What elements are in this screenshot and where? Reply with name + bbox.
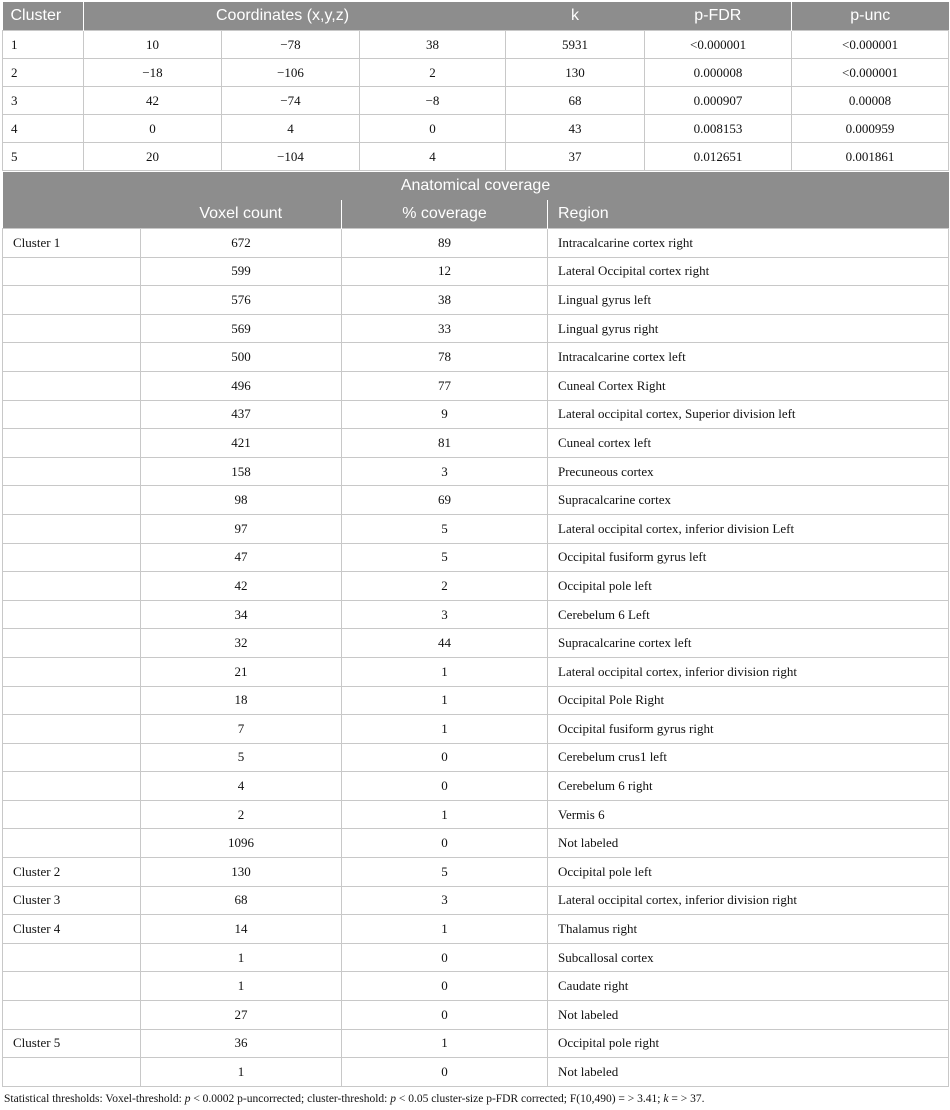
cell-coverage: 9	[342, 400, 548, 429]
cell-punc: 0.000959	[792, 115, 949, 143]
cell-coverage: 5	[342, 858, 548, 887]
cell-region: Lingual gyrus right	[548, 314, 949, 343]
cluster-row	[3, 143, 949, 171]
cell-cluster: 5	[3, 143, 84, 171]
cell-punc: <0.000001	[792, 31, 949, 59]
table-row	[3, 314, 949, 343]
cell-cluster	[3, 715, 141, 744]
cell-cluster	[3, 400, 141, 429]
header-k: k	[506, 2, 645, 31]
cell-region: Not labeled	[548, 829, 949, 858]
cell-coverage: 0	[342, 1001, 548, 1030]
cell-pfdr: 0.000907	[645, 87, 792, 115]
cell-region: Cerebelum crus1 left	[548, 743, 949, 772]
cell-coverage: 1	[342, 800, 548, 829]
table-row	[3, 400, 949, 429]
table-row	[3, 915, 949, 944]
cell-z: 4	[360, 143, 506, 171]
cell-voxels: 569	[141, 314, 342, 343]
cell-cluster	[3, 572, 141, 601]
cell-z: −8	[360, 87, 506, 115]
cell-coverage: 3	[342, 457, 548, 486]
table-row	[3, 972, 949, 1001]
footnote-part1: < 0.0002 p-uncorrected; cluster-threshold:	[190, 1093, 391, 1105]
table-row	[3, 486, 949, 515]
cell-voxels: 1	[141, 943, 342, 972]
cell-region: Lateral Occipital cortex right	[548, 257, 949, 286]
cell-cluster: 3	[3, 87, 84, 115]
cell-cluster	[3, 543, 141, 572]
cell-z: 38	[360, 31, 506, 59]
cell-coverage: 0	[342, 972, 548, 1001]
cell-coverage: 2	[342, 572, 548, 601]
cell-voxels: 47	[141, 543, 342, 572]
cell-pfdr: 0.008153	[645, 115, 792, 143]
cell-pfdr: 0.012651	[645, 143, 792, 171]
cell-cluster	[3, 972, 141, 1001]
cell-x: 42	[84, 87, 222, 115]
cell-cluster	[3, 629, 141, 658]
cell-voxels: 500	[141, 343, 342, 372]
cell-x: 10	[84, 31, 222, 59]
table-row	[3, 600, 949, 629]
table-row	[3, 1058, 949, 1087]
cell-coverage: 0	[342, 743, 548, 772]
cell-voxels: 130	[141, 858, 342, 887]
cell-voxels: 97	[141, 514, 342, 543]
cell-cluster	[3, 657, 141, 686]
cell-region: Lateral occipital cortex, inferior division Left	[548, 514, 949, 543]
cell-voxels: 672	[141, 229, 342, 258]
cell-cluster: Cluster 3	[3, 886, 141, 915]
cell-cluster	[3, 1001, 141, 1030]
cell-region: Supracalcarine cortex	[548, 486, 949, 515]
anatomical-title: Anatomical coverage	[3, 172, 949, 200]
cell-cluster	[3, 1058, 141, 1087]
cluster-row	[3, 115, 949, 143]
cell-punc: 0.00008	[792, 87, 949, 115]
cell-coverage: 12	[342, 257, 548, 286]
cell-coverage: 69	[342, 486, 548, 515]
cell-k: 130	[506, 59, 645, 87]
cell-x: 0	[84, 115, 222, 143]
cell-region: Cerebelum 6 Left	[548, 600, 949, 629]
cell-punc: 0.001861	[792, 143, 949, 171]
cell-coverage: 0	[342, 829, 548, 858]
cell-voxels: 68	[141, 886, 342, 915]
cell-voxels: 1	[141, 972, 342, 1001]
cell-cluster	[3, 343, 141, 372]
cell-cluster	[3, 743, 141, 772]
cell-region: Vermis 6	[548, 800, 949, 829]
cell-coverage: 0	[342, 1058, 548, 1087]
cell-cluster	[3, 800, 141, 829]
table-row	[3, 943, 949, 972]
cell-region: Intracalcarine cortex left	[548, 343, 949, 372]
cell-voxels: 18	[141, 686, 342, 715]
table-row	[3, 800, 949, 829]
header-coordinates: Coordinates (x,y,z)	[84, 2, 506, 31]
cell-voxels: 496	[141, 371, 342, 400]
cell-region: Not labeled	[548, 1058, 949, 1087]
cell-voxels: 36	[141, 1029, 342, 1058]
header-pfdr: p-FDR	[645, 2, 792, 31]
cell-voxels: 34	[141, 600, 342, 629]
cell-cluster: 1	[3, 31, 84, 59]
header-coverage: % coverage	[342, 200, 548, 229]
table-row	[3, 572, 949, 601]
table-row	[3, 286, 949, 315]
anatomical-coverage-table	[2, 172, 949, 1087]
cell-region: Lateral occipital cortex, inferior division right	[548, 657, 949, 686]
cell-voxels: 42	[141, 572, 342, 601]
cell-coverage: 1	[342, 686, 548, 715]
cell-coverage: 1	[342, 657, 548, 686]
table-row	[3, 772, 949, 801]
table-row	[3, 229, 949, 258]
cell-voxels: 7	[141, 715, 342, 744]
cell-cluster	[3, 457, 141, 486]
cell-coverage: 0	[342, 772, 548, 801]
cell-region: Precuneous cortex	[548, 457, 949, 486]
cell-coverage: 89	[342, 229, 548, 258]
cluster-row	[3, 59, 949, 87]
cell-pfdr: 0.000008	[645, 59, 792, 87]
table-row	[3, 858, 949, 887]
cell-cluster: 2	[3, 59, 84, 87]
cell-region: Occipital fusiform gyrus right	[548, 715, 949, 744]
cell-voxels: 98	[141, 486, 342, 515]
cell-voxels: 421	[141, 429, 342, 458]
table-row	[3, 257, 949, 286]
cell-coverage: 5	[342, 543, 548, 572]
table-row	[3, 1001, 949, 1030]
header-region: Region	[548, 200, 949, 229]
cell-region: Occipital fusiform gyrus left	[548, 543, 949, 572]
cell-region: Thalamus right	[548, 915, 949, 944]
cell-voxels: 32	[141, 629, 342, 658]
cell-coverage: 3	[342, 600, 548, 629]
cluster-row	[3, 31, 949, 59]
cell-cluster	[3, 686, 141, 715]
cell-coverage: 81	[342, 429, 548, 458]
table-row	[3, 1029, 949, 1058]
footnote-p1: p	[184, 1093, 191, 1105]
cell-region: Cuneal cortex left	[548, 429, 949, 458]
header-row	[3, 2, 949, 31]
cell-y: −78	[222, 31, 360, 59]
cell-voxels: 5	[141, 743, 342, 772]
cell-voxels: 599	[141, 257, 342, 286]
cell-region: Caudate right	[548, 972, 949, 1001]
table-row	[3, 514, 949, 543]
table-row	[3, 715, 949, 744]
table-row	[3, 743, 949, 772]
cell-k: 43	[506, 115, 645, 143]
cell-cluster: 4	[3, 115, 84, 143]
header-cluster: Cluster	[3, 2, 84, 31]
footnote-k: k	[663, 1093, 669, 1105]
cell-k: 37	[506, 143, 645, 171]
cell-y: −106	[222, 59, 360, 87]
cell-cluster	[3, 772, 141, 801]
cell-voxels: 437	[141, 400, 342, 429]
table-row	[3, 371, 949, 400]
footnote	[4, 1093, 946, 1105]
cell-region: Supracalcarine cortex left	[548, 629, 949, 658]
footnote-part3: = > 37.	[668, 1093, 705, 1105]
cell-voxels: 27	[141, 1001, 342, 1030]
cell-z: 0	[360, 115, 506, 143]
cell-region: Not labeled	[548, 1001, 949, 1030]
cell-voxels: 1	[141, 1058, 342, 1087]
cell-cluster: Cluster 1	[3, 229, 141, 258]
header-punc: p-unc	[792, 2, 949, 31]
document	[2, 2, 948, 1087]
cell-coverage: 38	[342, 286, 548, 315]
cell-cluster	[3, 943, 141, 972]
table-row	[3, 543, 949, 572]
cell-cluster	[3, 829, 141, 858]
cell-voxels: 1096	[141, 829, 342, 858]
anatomical-header-row	[3, 200, 949, 229]
cell-coverage: 0	[342, 943, 548, 972]
cluster-row	[3, 87, 949, 115]
cell-region: Cuneal Cortex Right	[548, 371, 949, 400]
cell-region: Lingual gyrus left	[548, 286, 949, 315]
cell-voxels: 576	[141, 286, 342, 315]
cell-coverage: 33	[342, 314, 548, 343]
cell-cluster	[3, 257, 141, 286]
cell-voxels: 2	[141, 800, 342, 829]
cell-coverage: 77	[342, 371, 548, 400]
cell-z: 2	[360, 59, 506, 87]
cell-voxels: 158	[141, 457, 342, 486]
cell-coverage: 5	[342, 514, 548, 543]
cell-cluster	[3, 514, 141, 543]
cell-region: Occipital Pole Right	[548, 686, 949, 715]
footnote-part2: < 0.05 cluster-size p-FDR corrected; F(10,490) = > 3.41;	[395, 1093, 664, 1105]
cell-region: Occipital pole right	[548, 1029, 949, 1058]
table-row	[3, 343, 949, 372]
cell-cluster	[3, 286, 141, 315]
table-row	[3, 457, 949, 486]
cell-cluster: Cluster 5	[3, 1029, 141, 1058]
cell-y: 4	[222, 115, 360, 143]
cell-coverage: 44	[342, 629, 548, 658]
cell-cluster	[3, 371, 141, 400]
footnote-prefix: Statistical thresholds: Voxel-threshold:	[4, 1093, 185, 1105]
cell-cluster	[3, 429, 141, 458]
cell-region: Subcallosal cortex	[548, 943, 949, 972]
cell-voxels: 4	[141, 772, 342, 801]
cell-cluster: Cluster 4	[3, 915, 141, 944]
cell-cluster	[3, 314, 141, 343]
cell-y: −74	[222, 87, 360, 115]
header-voxel-count: Voxel count	[141, 200, 342, 229]
table-row	[3, 686, 949, 715]
cell-voxels: 14	[141, 915, 342, 944]
cell-coverage: 1	[342, 915, 548, 944]
cell-cluster: Cluster 2	[3, 858, 141, 887]
header-blank	[3, 200, 141, 229]
cell-punc: <0.000001	[792, 59, 949, 87]
cell-voxels: 21	[141, 657, 342, 686]
cell-region: Occipital pole left	[548, 572, 949, 601]
cell-x: −18	[84, 59, 222, 87]
cell-coverage: 78	[342, 343, 548, 372]
cell-cluster	[3, 600, 141, 629]
cell-k: 68	[506, 87, 645, 115]
cell-coverage: 1	[342, 715, 548, 744]
cell-region: Lateral occipital cortex, Superior division left	[548, 400, 949, 429]
cluster-summary-table	[2, 2, 949, 171]
cell-pfdr: <0.000001	[645, 31, 792, 59]
cell-coverage: 1	[342, 1029, 548, 1058]
cell-k: 5931	[506, 31, 645, 59]
cell-coverage: 3	[342, 886, 548, 915]
cell-x: 20	[84, 143, 222, 171]
cell-cluster	[3, 486, 141, 515]
cell-region: Cerebelum 6 right	[548, 772, 949, 801]
cell-region: Occipital pole left	[548, 858, 949, 887]
cell-region: Lateral occipital cortex, inferior division right	[548, 886, 949, 915]
table-row	[3, 657, 949, 686]
anatomical-title-row	[3, 172, 949, 200]
footnote-p2: p	[390, 1093, 396, 1105]
table-row	[3, 429, 949, 458]
table-row	[3, 829, 949, 858]
cell-region: Intracalcarine cortex right	[548, 229, 949, 258]
table-row	[3, 629, 949, 658]
table-row	[3, 886, 949, 915]
cell-y: −104	[222, 143, 360, 171]
